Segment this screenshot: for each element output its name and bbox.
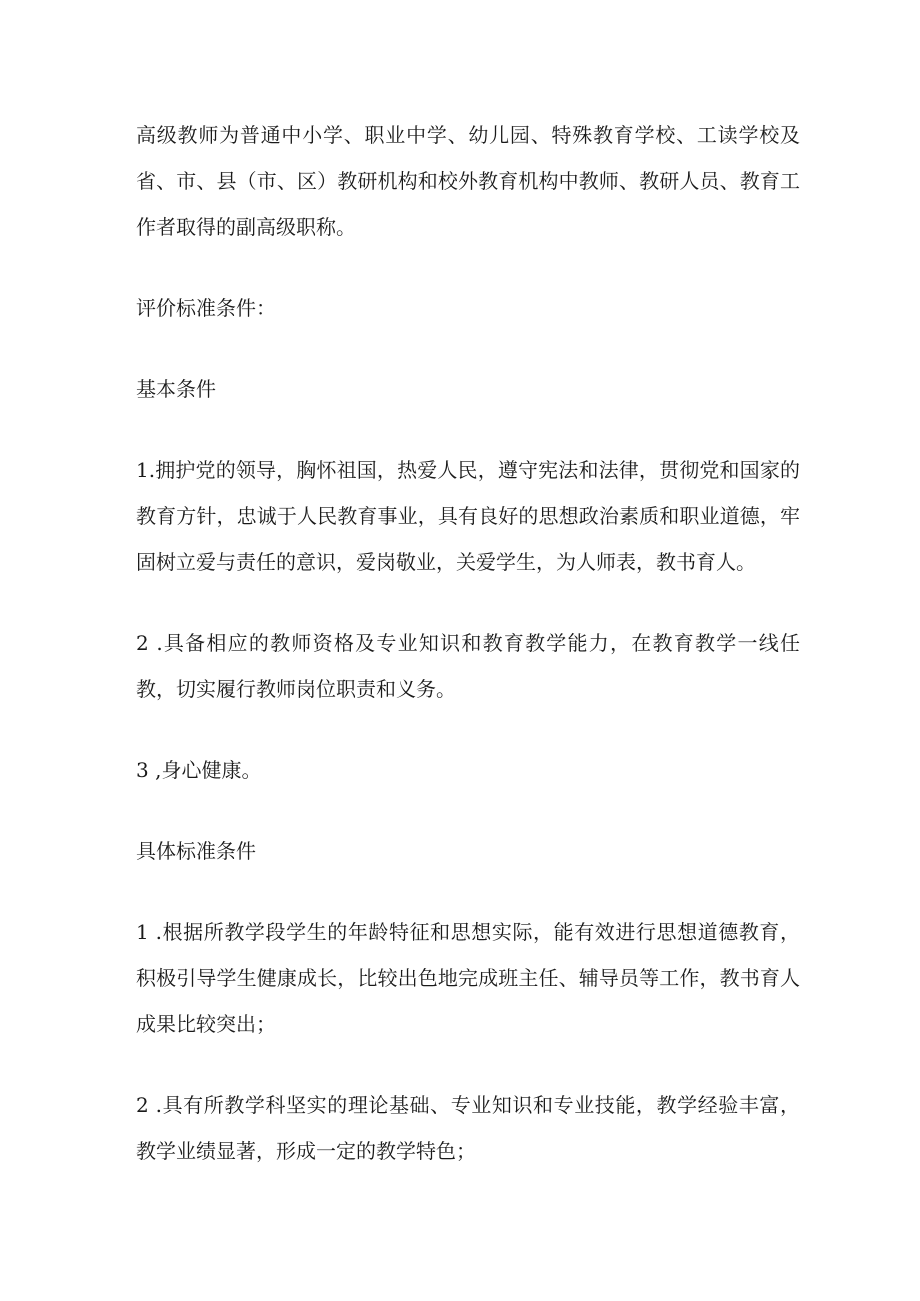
section-heading-basic: 基本条件	[136, 377, 216, 401]
section-heading-specific: 具体标准条件	[136, 839, 256, 863]
specific-condition-2: 2 .具有所教学科坚实的理论基础、专业知识和专业技能，教学经验丰富，教学业绩显著，形成一定的教学特色；	[136, 1093, 800, 1163]
intro-paragraph: 高级教师为普通中小学、职业中学、幼儿园、特殊教育学校、工读学校及省、市、县（市、区）教研机构和校外教育机构中教师、教研人员、教育工作者取得的副高级职称。	[136, 123, 800, 239]
basic-condition-3: 3 ,身心健康。	[136, 758, 262, 782]
specific-condition-1: 1 .根据所教学段学生的年龄特征和思想实际，能有效进行思想道德教育，积极引导学生健康成长，比较出色地完成班主任、辅导员等工作，教书育人成果比较突出；	[136, 920, 800, 1036]
document-body	[136, 112, 800, 1209]
basic-condition-2: 2 .具备相应的教师资格及专业知识和教育教学能力，在教育教学一线任教，切实履行教师岗位职责和义务。	[136, 631, 800, 701]
basic-condition-1: 1.拥护党的领导，胸怀祖国，热爱人民，遵守宪法和法律，贯彻党和国家的教育方针，忠诚于人民教育事业，具有良好的思想政治素质和职业道德，牢固树立爱与责任的意识，爱岗敬业，关爱学生，为人师表，教书育人。	[136, 458, 800, 574]
section-heading-evaluation: 评价标准条件：	[136, 296, 276, 320]
